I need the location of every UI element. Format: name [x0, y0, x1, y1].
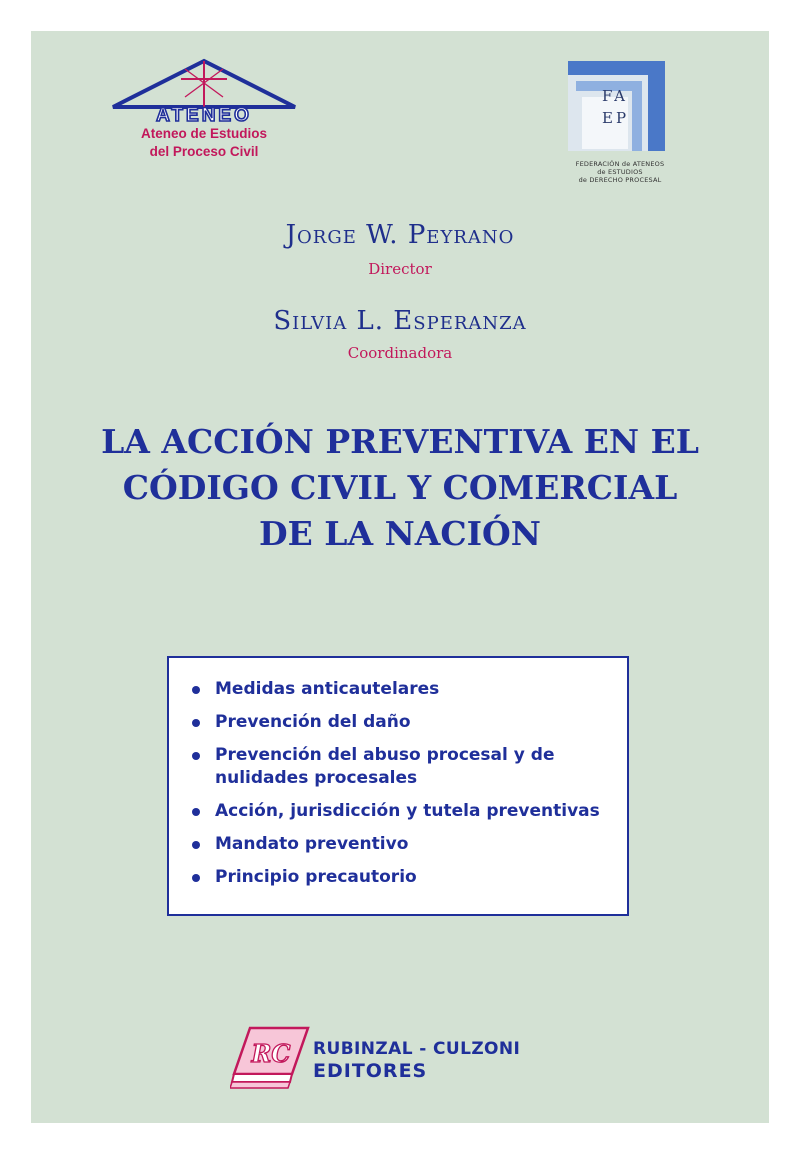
title-line: DE LA NACIÓN [259, 514, 541, 553]
publisher-logo [230, 1024, 590, 1094]
topic-item: Prevención del daño [169, 711, 627, 734]
faep-emblem-icon [568, 61, 665, 151]
topics-list [169, 658, 627, 889]
faep-caption-line1: FEDERACIÓN de ATENEOS [575, 160, 665, 168]
book-cover [31, 31, 769, 1123]
director-role: Director [368, 260, 432, 278]
rc-monogram: RC [251, 1039, 291, 1068]
topic-item: Mandato preventivo [169, 833, 627, 856]
coordinator-name: Silvia L. Esperanza [273, 306, 527, 336]
ateneo-wordmark: ATENEO [156, 105, 252, 126]
bullet-icon [192, 874, 200, 882]
faep-monogram-line2: EP [602, 109, 630, 127]
bullet-icon [192, 686, 200, 694]
title-line: CÓDIGO CIVIL Y COMERCIAL [122, 468, 678, 507]
bullet-icon [192, 752, 200, 760]
bullet-icon [192, 808, 200, 816]
topic-item: Medidas anticautelares [169, 678, 627, 701]
ateneo-logo [109, 57, 299, 177]
coordinator-role: Coordinadora [347, 344, 453, 362]
faep-logo [568, 61, 678, 191]
publisher-editores: EDITORES [313, 1060, 428, 1082]
rc-book-icon [230, 1024, 310, 1090]
topic-item: Prevención del abuso procesal y de nulidades procesales [169, 744, 627, 790]
publisher-name: RUBINZAL - CULZONI [313, 1039, 521, 1059]
topics-box [167, 656, 629, 916]
topic-item: Acción, jurisdicción y tutela preventivas [169, 800, 627, 823]
ateneo-subtitle-line1: Ateneo de Estudios [140, 126, 267, 141]
faep-caption-line3: de DERECHO PROCESAL [578, 176, 662, 184]
ateneo-triangle-icon [109, 57, 299, 127]
bullet-icon [192, 719, 200, 727]
director-name: Jorge W. Peyrano [285, 220, 515, 250]
ateneo-subtitle-line2: del Proceso Civil [149, 144, 259, 159]
bullet-icon [192, 841, 200, 849]
title-line: LA ACCIÓN PREVENTIVA EN EL [101, 422, 699, 461]
topic-item: Principio precautorio [169, 866, 627, 889]
faep-caption-line2: de ESTUDIOS [597, 168, 643, 176]
faep-monogram-line1: FA [602, 87, 628, 105]
book-title [31, 419, 769, 557]
